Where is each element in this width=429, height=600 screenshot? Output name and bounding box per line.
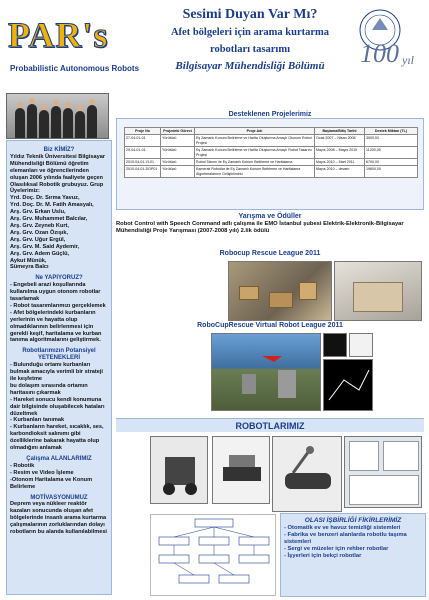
cell: 29-04-01-01 <box>125 147 161 159</box>
pot-item: - Hareket sonucu kendi konumuna dair bilgisinde oluşabilecek hataları düzeltmek <box>10 396 105 417</box>
virtual-map-screenshot-1 <box>323 333 347 357</box>
member: Sümeyra Balcı <box>10 264 49 271</box>
pot-item: - Kurbanların hareket, sıcaklık, ses, karbondioksit salınımı gibi özelliklerine bakarak hayatta olup olmadığını anlamak <box>10 424 104 452</box>
ne-item: - Robot tasarımlarımızı gerçeklemek <box>10 302 106 309</box>
left-info-column <box>6 140 112 595</box>
virtual-map-screenshot-3 <box>323 359 373 411</box>
member: Arş. Grv. Uğur Ergül, <box>10 236 66 243</box>
awards-title: Yarışma ve Ödüller <box>238 213 302 220</box>
cell: Yürütücü <box>161 159 195 166</box>
cell: Yürütücü <box>161 135 195 147</box>
cell: Ocak 2007 – Nisan 2008 <box>315 135 365 147</box>
projects-panel <box>116 118 424 210</box>
collaboration-item: - Otomatik ev ve havuz temizliği sistemleri <box>284 525 401 531</box>
collaboration-title: OLASI İŞBİRLİĞİ FİKİRLERİMİZ <box>304 517 402 524</box>
projects-title: Desteklenen Projelerimiz <box>228 111 312 118</box>
member: Yrd. Doç. Dr. Sırma Yavuz, <box>10 195 80 202</box>
potansiyel-title: Robotlarımızın Potansiyel YETENEKLERİ <box>22 348 96 362</box>
poster-subtitle-2: robotları tasarımı <box>209 44 290 55</box>
ne-item: - Afet bölgelerindeki kurbanların yerlerinin ve hayatta olup olmadıklarının belirlenmesi için gerekli keşif, haritalama ve kurban tanıma algoritmalarını geliştirmek. <box>10 309 102 344</box>
virtual-league-title: RoboCupRescue Virtual Robot League 2011 <box>197 322 343 329</box>
member: Arş. Grv. Ozan Özışık, <box>10 229 69 236</box>
member: Aykut Münük, <box>10 257 47 264</box>
cell: 6700,00 <box>365 159 418 166</box>
cell: 27-04-01-01 <box>125 135 161 147</box>
motivasyon-text: Deprem veya nükleer reaktör kazaları sonucunda oluşan afet bölgelerinde insanlı arama kurtarma çalışmalarının zorluklarından dolayı robotların bu alanda kullanılabilmesi <box>10 501 107 536</box>
robots-title: ROBOTLARIMIZ <box>116 418 424 432</box>
seal-suffix: yıl <box>402 53 414 67</box>
pot-item: bu dolaşım sırasında ortamın haritasını çıkarmak <box>10 382 88 396</box>
cell: 3500,00 <box>365 135 418 147</box>
member: Arş. Grv. Muhammet Balcılar, <box>10 216 88 223</box>
department-name: Bilgisayar Mühendisliği Bölümü <box>175 60 325 72</box>
calisma-item: - Resim ve Video İşleme <box>10 469 74 476</box>
logo-subtitle: Probabilistic Autonomous Robots <box>10 64 140 73</box>
robot-photo-2 <box>212 436 270 504</box>
title-block <box>150 6 350 74</box>
cell: Yürütücü <box>161 166 195 178</box>
calisma-item: -Otonom Haritalama ve Konum Belirleme <box>10 476 93 490</box>
cell: Mayıs 2010 – devam <box>315 166 365 178</box>
collaboration-item: - Sergi ve müzeler için rehber robotlar <box>284 546 389 552</box>
awards-section <box>116 213 424 235</box>
cell: Yürütücü <box>161 147 195 159</box>
team-photo <box>6 93 109 139</box>
ne-item: - Engebeli arazi koşullarında kullanılma uygun otonom robotlar tasarlamak <box>10 282 101 303</box>
cell: Eş Zamanlı Konum Belirleme ve Harita Oluşturma Amaçlı Otonom Robot Projesi <box>195 135 315 147</box>
biz-kimiz-title: Biz KİMİZ? <box>43 147 75 153</box>
projects-table <box>124 127 418 178</box>
table-header-row <box>125 128 418 135</box>
col-header: Proje Adı <box>195 128 315 135</box>
robocup-photo-main <box>228 261 332 321</box>
member: Arş. Grv. Erkan Uslu, <box>10 209 66 216</box>
cell: Kameralı Robotlar ile Eş Zamanlı Konum Belirleme ve Haritalama Algoritmalarının Geliştirilmesi <box>195 166 315 178</box>
biz-kimiz-text: Yıldız Teknik Üniversitesi Bilgisayar Mühendisliği Bölümü öğretim elemanları ve öğrencilerinden oluşan 2006 yılında faaliyete geçen Olasılıksal Robotik grubuyuz. Grup Üyelerimiz: <box>10 153 106 195</box>
cell: 11200,00 <box>365 147 418 159</box>
robot-photo-3 <box>272 436 342 512</box>
col-header: Projedeki Görevi <box>161 128 195 135</box>
software-screenshot <box>344 436 422 508</box>
collaboration-item: - İşyerleri için bekçi robotlar <box>284 553 362 559</box>
robocup-title: Robocup Rescue League 2011 <box>219 250 321 257</box>
poster-subtitle-1: Afet bölgeleri için arama kurtarma <box>170 27 330 38</box>
member: Arş. Grv. M. Said Aydemir, <box>10 243 80 250</box>
member: Arş. Grv. Adem Güçlü, <box>10 250 70 257</box>
cell: Robot Takımı ile Eş Zamanlı Konum Belirleme ve Haritalama <box>195 159 315 166</box>
motivasyon-title: MOTİVASYONUMUZ <box>30 494 88 501</box>
cell: Eş Zamanlı Konum Belirleme ve Harita Oluşturma Amaçlı Robot Tasarım Projesi <box>195 147 315 159</box>
awards-text: Robot Control with Speech Command adlı çalışma ile EMO İstanbul şubesi Elektrik-Elektronik-Bilgisayar Mühendisliği Proje Yarışması (2007-2008 yılı) 2.lik ödülü <box>116 221 404 234</box>
robot-photo-1 <box>150 436 208 504</box>
calisma-title: Çalışma ALANLARIMIZ <box>26 455 92 462</box>
university-100-year-seal-icon <box>352 4 426 74</box>
table-row <box>125 135 418 147</box>
member: Yrd. Doç. Dr. M. Fatih Amasyalı, <box>10 202 94 209</box>
cell: 19600,00 <box>365 166 418 178</box>
pars-logo <box>4 8 154 73</box>
cell: Mayıs 2008 – Mayıs 2010 <box>315 147 365 159</box>
logo-text: PAR's <box>8 15 109 55</box>
col-header: Proje No <box>125 128 161 135</box>
col-header: Başlama/Bitiş Tarihi <box>315 128 365 135</box>
virtual-map-screenshot-2 <box>349 333 373 357</box>
pot-item: - Bulunduğu ortamı kurbanları bulmak amacıyla verimli bir strateji ile keşfetme <box>10 362 103 382</box>
cell: 2010-04-01-YL01 <box>125 159 161 166</box>
ne-yapiyoruz-title: Ne YAPIYORUZ? <box>35 275 83 282</box>
member: Arş. Grv. Zeyneb Kurt, <box>10 222 69 229</box>
architecture-diagram <box>150 514 276 596</box>
virtual-sim-screenshot <box>211 333 321 411</box>
table-row <box>125 166 418 178</box>
col-header: Destek Miktarı (TL) <box>365 128 418 135</box>
poster-title: Sesimi Duyan Var Mı? <box>182 7 318 22</box>
calisma-item: - Robotik <box>10 462 35 469</box>
header <box>0 0 429 82</box>
collaboration-item: - Fabrika ve benzeri alanlarda robotlu taşıma sistemleri <box>284 532 407 545</box>
table-row <box>125 147 418 159</box>
pot-item: - Kurbanları tanımak <box>10 417 65 424</box>
table-row <box>125 159 418 166</box>
seal-number: 100 <box>360 39 399 68</box>
robocup-photo-side <box>334 261 422 321</box>
cell: Mayıs 2010 – Mart 2011 <box>315 159 365 166</box>
collaboration-panel <box>280 513 426 597</box>
cell: 2010-04-01-DOP01 <box>125 166 161 178</box>
